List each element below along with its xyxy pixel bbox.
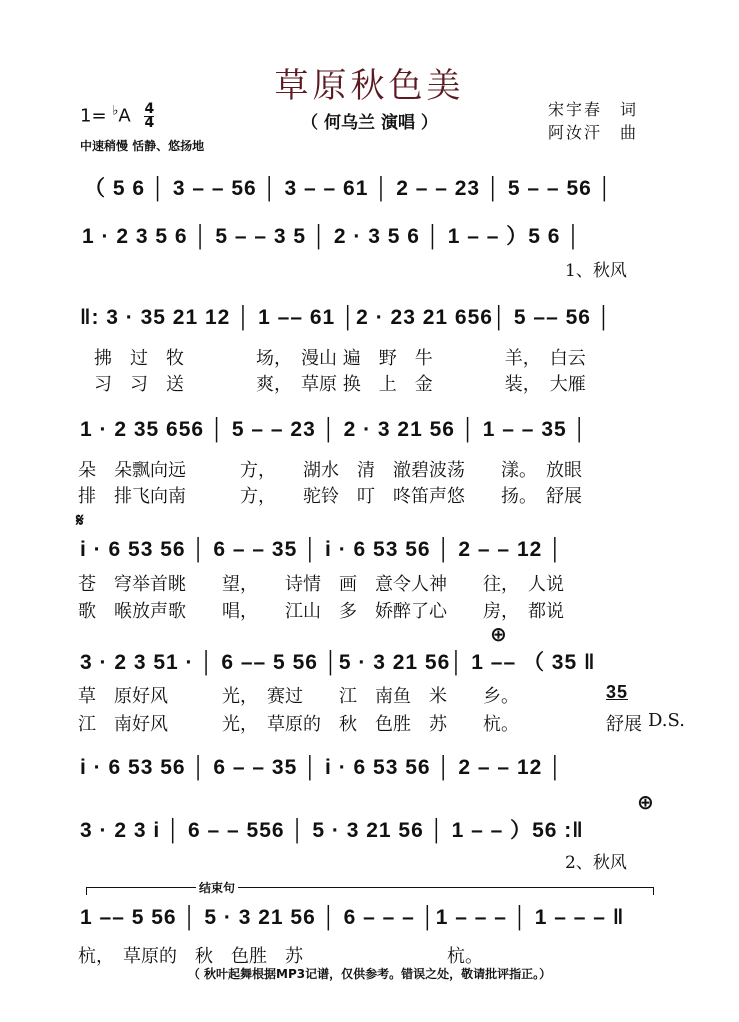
- score-row-4-lyrics-1: 朵 朵飘向远 方， 湖水 清 澈碧波荡 漾。 放眼: [78, 460, 582, 481]
- score-row-6-notes: 3 · 2 3 51 · │ 6 –– 5 56 │5 · 3 21 56│ 1 –– （ 35 ‖: [80, 651, 596, 674]
- score-row-6-lyrics-2: 江 南好风 光， 草原的 秋 色胜 苏 杭。: [78, 714, 519, 735]
- verse-1-label: 1、秋风: [565, 261, 627, 281]
- score-row-5-notes: i · 6 53 56 │ 6 – – 35 │ i · 6 53 56 │ 2 – – 12 │: [80, 538, 564, 561]
- ending-label: 结束句: [196, 879, 238, 896]
- score-row-8-notes: 3 · 2 3 i │ 6 – – 556 │ 5 · 3 21 56 │ 1 – – ）56 :‖: [80, 819, 584, 842]
- score-row-3-lyrics-1: 拂 过 牧 场， 漫山 遍 野 牛 羊， 白云: [94, 348, 586, 369]
- score-row-1-notes: （ 5 6 │ 3 – – 56 │ 3 – – 61 │ 2 – – 23 │ 5 – – 56 │: [84, 177, 613, 200]
- time-sig-top: 4: [144, 101, 155, 117]
- score-row-9-lyrics-1: 杭， 草原的 秋 色胜 苏 杭。: [78, 946, 483, 967]
- coda-icon: ⊕: [637, 790, 654, 814]
- dal-segno-marking: D.S.: [648, 710, 685, 731]
- segno-icon: 𝄋: [76, 510, 84, 531]
- ending-bracket-line: [86, 887, 654, 888]
- score-row-3-lyrics-2: 习 习 送 爽， 草原 换 上 金 装， 大雁: [94, 374, 586, 395]
- lyricist-credit: 宋宇春 词: [548, 100, 639, 119]
- singer-credit: （ 何乌兰 演唱 ）: [301, 113, 438, 133]
- alt-notes: 35: [606, 682, 629, 702]
- tempo-marking: 中速稍慢 恬静、悠扬地: [80, 139, 205, 153]
- time-signature: [144, 103, 154, 130]
- time-sig-bottom: 4: [144, 115, 155, 131]
- score-row-5-lyrics-1: 苍 穹举首眺 望， 诗情 画 意令人神 往， 人说: [78, 574, 564, 595]
- ending-bracket-left: [86, 887, 87, 895]
- key-note: A: [118, 105, 131, 127]
- score-row-9-notes: 1 –– 5 56 │ 5 · 3 21 56 │ 6 – – – │1 – – – │ 1 – – – ‖: [80, 906, 625, 929]
- alt-lyric: 舒展: [606, 714, 642, 735]
- composer-credit: 阿汝汗 曲: [548, 123, 639, 142]
- score-row-2-notes: 1 · 2 3 5 6 │ 5 – – 3 5 │ 2 · 3 5 6 │ 1 – – ）5 6 │: [82, 225, 582, 248]
- song-title: 草原秋色美: [274, 66, 465, 106]
- score-row-4-notes: 1 · 2 35 656 │ 5 – – 23 │ 2 · 3 21 56 │ 1 – – 35 │: [80, 418, 588, 441]
- score-row-6-lyrics-1: 草 原好风 光， 赛过 江 南鱼 米 乡。: [78, 686, 519, 707]
- ending-bracket-right: [653, 887, 654, 895]
- key-prefix: 1=: [80, 105, 107, 127]
- key-signature: [80, 103, 154, 130]
- score-row-7-notes: i · 6 53 56 │ 6 – – 35 │ i · 6 53 56 │ 2 – – 12 │: [80, 756, 564, 779]
- score-row-5-lyrics-2: 歌 喉放声歌 唱， 江山 多 娇醉了心 房， 都说: [78, 601, 564, 622]
- score-row-3-notes: ‖: 3 · 35 21 12 │ 1 –– 61 │2 · 23 21 656│ 5 –– 56 │: [80, 306, 612, 329]
- verse-2-label: 2、秋风: [565, 853, 627, 873]
- score-row-4-lyrics-2: 排 排飞向南 方， 驼铃 叮 咚笛声悠 扬。 舒展: [78, 486, 582, 507]
- transcription-note: （ 秋叶起舞根据MP3记谱，仅供参考。错误之处，敬请批评指正。）: [187, 967, 552, 981]
- flat-icon: ♭: [112, 103, 119, 119]
- coda-icon: ⊕: [490, 622, 507, 646]
